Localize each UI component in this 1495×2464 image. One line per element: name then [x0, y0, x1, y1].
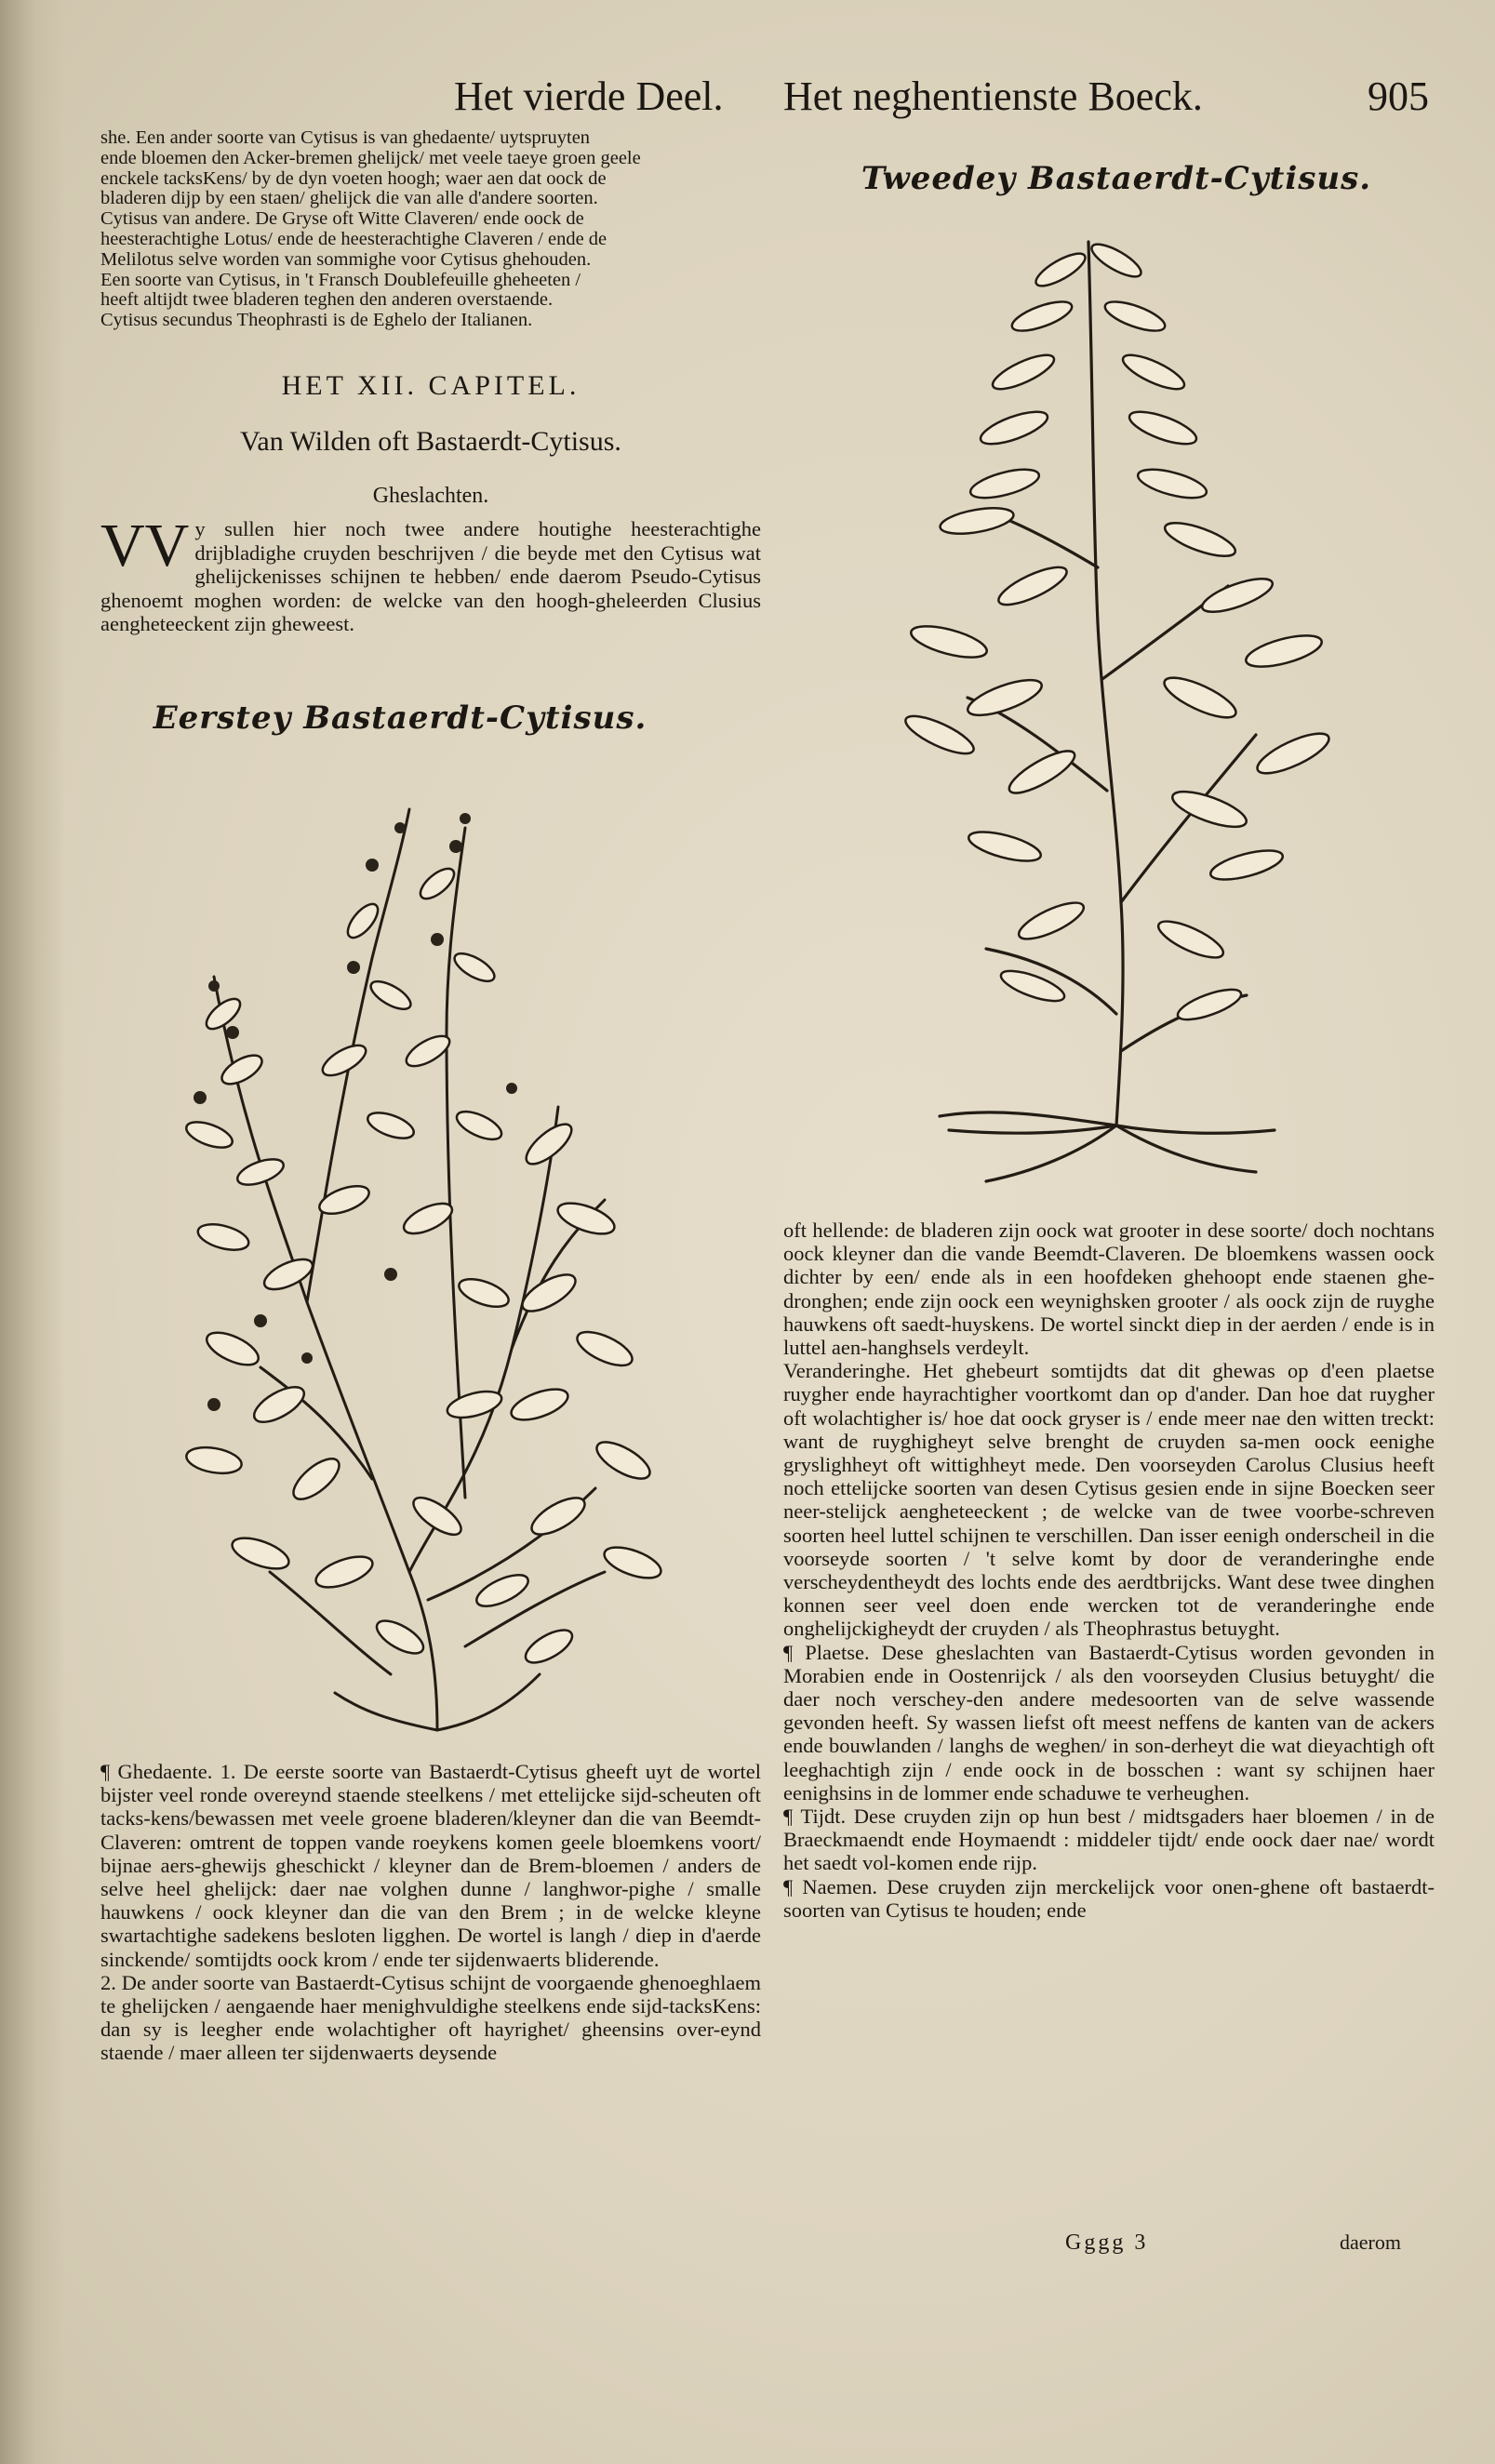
drop-cap: VV [100, 512, 190, 579]
text-line: Een soorte van Cytisus, in 't Fransch Doublefeuille gheheeten / [100, 269, 581, 290]
text-line: Cytisus secundus Theophrasti is de Eghelo der Italianen. [100, 310, 533, 331]
paragraph-continuation: oft hellende: de bladeren zijn oock wat grooter in dese soorte/ doch nochtans oock kleyner dan die vande Beemdt-Claveren. De bloemkens wassen oock dichter by een/ ende als in een hoofdeken ghehoopt ende staenen ghe-dronghen; ende zijn oock een weynighsken grooter / als oock zijn de ruyghe hauwkens oft saedt-huyskens. De wortel sinckt diep in der aerden / ende is in luttel aen-hanghsels verdeylt. [783, 1219, 1435, 1360]
figure-title-first: Eerstey Bastaerdt-Cytisus. [153, 699, 647, 737]
right-bottom-text [783, 1219, 1435, 1922]
section-heading: Gheslachten. [372, 484, 489, 508]
page-number: 905 [1368, 73, 1429, 119]
paragraph-plaetse: ¶ Plaetse. Dese gheslachten van Bastaerdt-Cytisus worden gevonden in Morabien ende in Oostenrijck / als den voorseyden Clusius betuyght/ die daer noch verschey-den andere medesoorten van de selve wassende gevonden heeft. Sy wassen liefst oft meest neffens de kanten van de ackers ende bouwlanden / langhs de weghen/ in son-derheyt die wat dieyachtigh oft leeghachtigh zijn / ende oock in de bosschen : want sy schijnen haer eenighsins in de lommer ende schaduwe te verheughen. [783, 1640, 1435, 1805]
text-line: heeft altijdt twee bladeren teghen den anderen overstaende. [100, 289, 554, 311]
paragraph-tijdt: ¶ Tijdt. Dese cruyden zijn op hun best / midtsgaders haer bloemen / in de Braeckmaendt ende Hoymaendt : middeler tijdt/ ende oock daer nae/ wordt het saedt vol-komen ende rijp. [783, 1805, 1435, 1875]
header-right-title: Het neghentienste Boeck. [783, 73, 1203, 119]
text-line: enckele tacksKens/ by de dyn voeten hoogh; waer aen dat oock de [100, 167, 607, 189]
paragraph-veranderinghe: Veranderinghe. Het ghebeurt somtijdts dat dit ghewas op d'een plaetse ruygher ende hayrachtigher voortkomt dan op d'ander. Dan hoe dat ruygher oft wolachtigher is/ hoe dat oock gryser is / ende meer nae den witten treckt: want de ruyghigheyt selve brenght de cruyden sa-men oock eenighe gryslighheyt oft wittighheyt mede. Den voorseyden Carolus Clusius heeft noch ettelijcke soorten van desen Cytisus gesien ende in sijne Boecken seer neer-stelijck aengheteeckent ; de welcke van de twee voorbe-schreven soorten heel luttel schijnen te verschillen. Dan isser eenigh onderscheil in die voorseyde soorten / 't selve komt by door de veranderinghe ende verscheydentheydt des lochts ende des aerdtbrijcks. Want dese twee dinghen konnen seer veel doen ende wercken tot de veranderinghe ende onghelijckigheydt der cruyden / als Theophrastus betuyght. [783, 1359, 1435, 1641]
left-top-text [100, 128, 761, 331]
intro-paragraph [100, 512, 761, 636]
text-line: she. Een ander soorte van Cytisus is van ghedaente/ uytspruyten [100, 127, 591, 148]
text-line: Melilotus selve worden van sommighe voor Cytisus ghehouden. [100, 248, 592, 270]
signature-mark: Gggg 3 [1065, 2231, 1149, 2255]
page-spine-shadow [0, 0, 65, 2464]
header-left-title: Het vierde Deel. [454, 73, 724, 119]
text-line: bladeren dijp by een staen/ ghelijck die van alle d'andere soorten. [100, 188, 598, 209]
paragraph-naemen: ¶ Naemen. Dese cruyden zijn merckelijck voor onen-ghene oft bastaerdt-soorten van Cytisus te houden; ende [783, 1874, 1435, 1922]
figure-title-second: Tweedey Bastaerdt-Cytisus. [861, 160, 1372, 197]
chapter-title: Van Wilden oft Bastaerdt-Cytisus. [240, 426, 621, 457]
intro-text: y sullen hier noch twee andere houtighe heesterachtighe drijbladighe cruyden beschrijven / die beyde met den Cytisus wat ghelijckenisses schijnen te hebben/ ende daerom Pseudo-Cytisus ghenoemt moghen worden: de welcke van den hoogh-gheleerden Clusius aengheteeckent zijn gheweest. [100, 517, 761, 636]
left-bottom-text [100, 1760, 761, 2065]
text-line: heesterachtighe Lotus/ ende de heesterachtighe Claveren / ende de [100, 228, 607, 249]
text-line: ende bloemen den Acker-bremen ghelijck/ met veele taeye groen geele [100, 147, 641, 168]
text-line: Cytisus van andere. De Gryse oft Witte Claveren/ ende oock de [100, 208, 584, 230]
chapter-number: HET XII. CAPITEL. [281, 370, 581, 401]
paragraph-second-sort: 2. De ander soorte van Bastaerdt-Cytisus schijnt de voorgaende ghenoeghlaem te ghelijcken / aengaende haer menighvuldighe steelkens ende sijd-tacksKens: dan sy is leegher ende wolachtigher oft hayrighet/ gheensins over-eynd staende / maer alleen ter sijdenwaerts deysende [100, 1970, 761, 2065]
catchword: daerom [1340, 2231, 1401, 2254]
woodcut-illustration-first [158, 753, 735, 1739]
paragraph-ghedaente: ¶ Ghedaente. 1. De eerste soorte van Bastaerdt-Cytisus gheeft uyt de wortel bijster veel ronde overeynd staende steelkens / met ettelijcke sijd-scheuten oft tacks-kens/bewassen met veele groene bladeren/kleyner dan die van Beemdt-Claveren: omtrent de toppen vande roeykens komen geele bloemkens voort/ bijnae aers-ghewijs gheschickt / kleyner dan de Brem-bloemen / anders de selve heel ghelijck: daer nae volghen dunne / langhwor-pighe / smalle hauwkens / oock kleyner dan die van den Brem ; in de welcke kleyne swartachtighe sadekens besloten ligghen. De wortel is langh / diep in d'aerde sinckende/ somtijdts oock krom / ende ter sijdenwaerts bliderende. [100, 1760, 761, 1971]
woodcut-illustration-second [893, 214, 1377, 1191]
